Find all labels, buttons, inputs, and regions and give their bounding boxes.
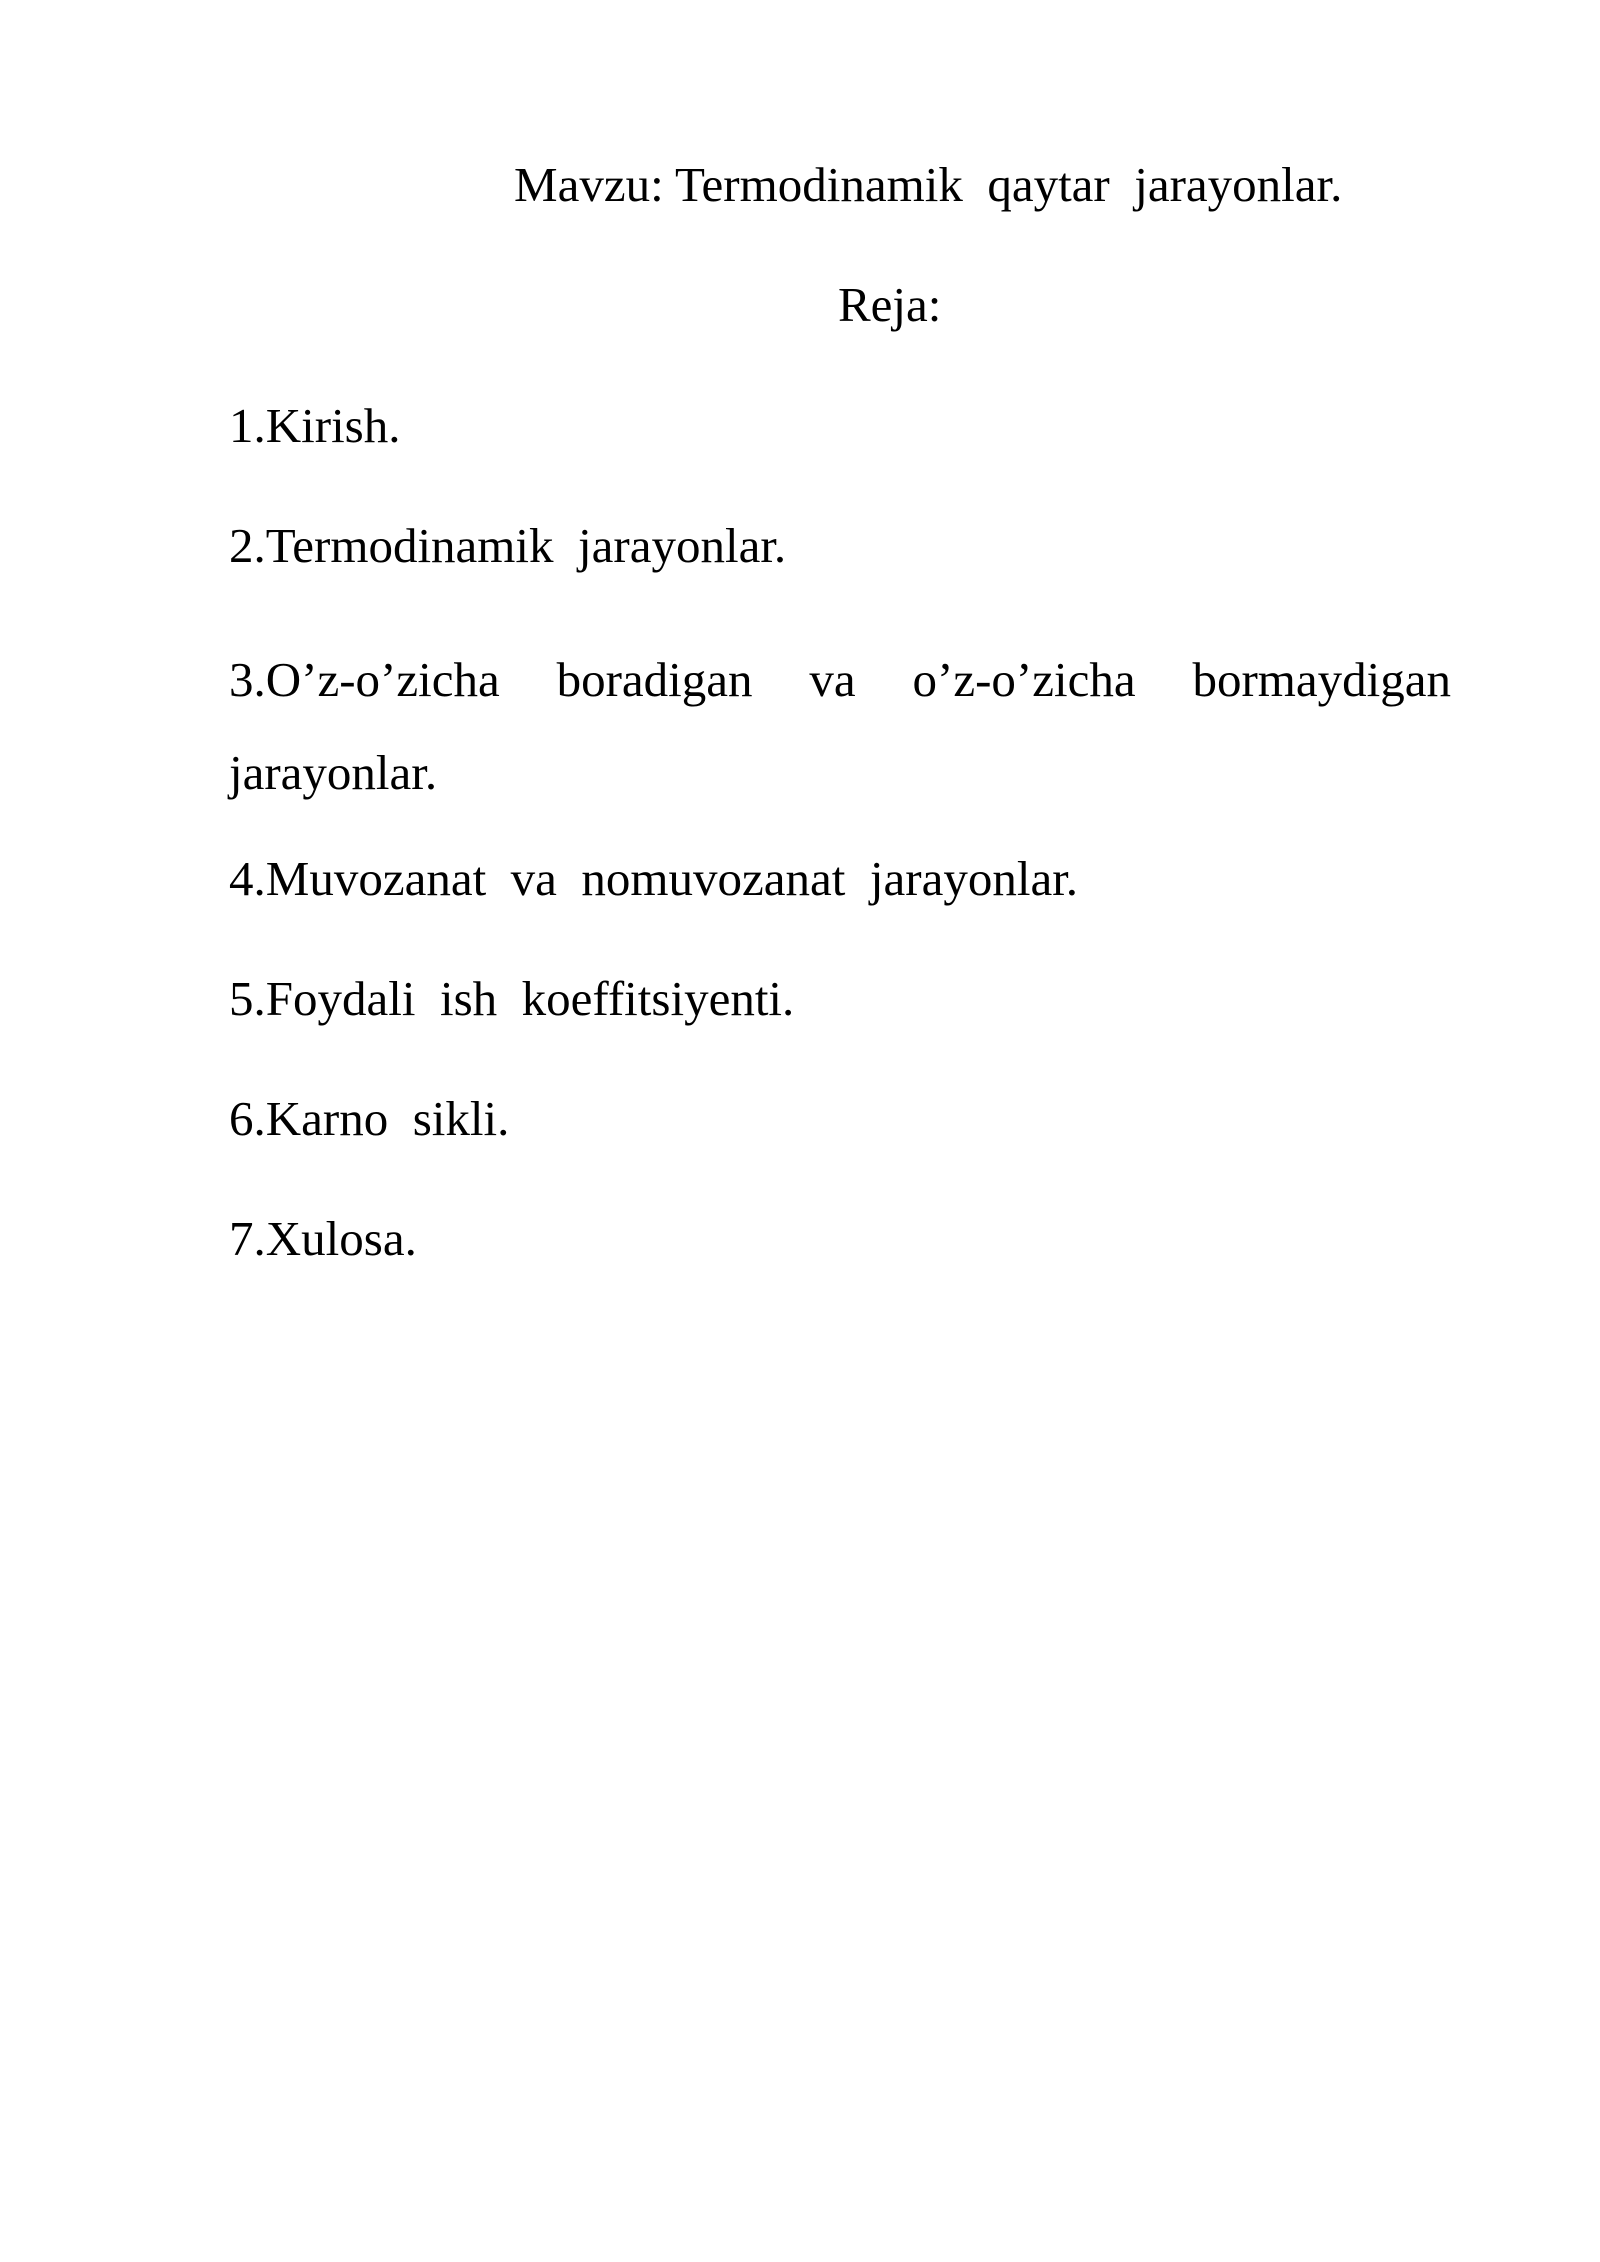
plan-item-thermodynamic-processes: 2.Termodinamik jarayonlar. [229, 518, 787, 573]
plan-item-conclusion: 7.Xulosa. [229, 1211, 417, 1266]
plan-item-spontaneous-processes: 3.O’z-o’zicha boradigan va o’z-o’zicha bormaydigan jarayonlar. [229, 652, 1451, 800]
topic-title: Mavzu: Termodinamik qaytar jarayonlar. [514, 157, 1343, 212]
plan-item-equilibrium-processes: 4.Muvozanat va nomuvozanat jarayonlar. [229, 851, 1079, 906]
plan-item-carnot-cycle: 6.Karno sikli. [229, 1091, 510, 1146]
plan-heading: Reja: [838, 277, 942, 332]
plan-item-introduction: 1.Kirish. [229, 398, 401, 453]
plan-item-efficiency: 5.Foydali ish koeffitsiyenti. [229, 971, 795, 1026]
